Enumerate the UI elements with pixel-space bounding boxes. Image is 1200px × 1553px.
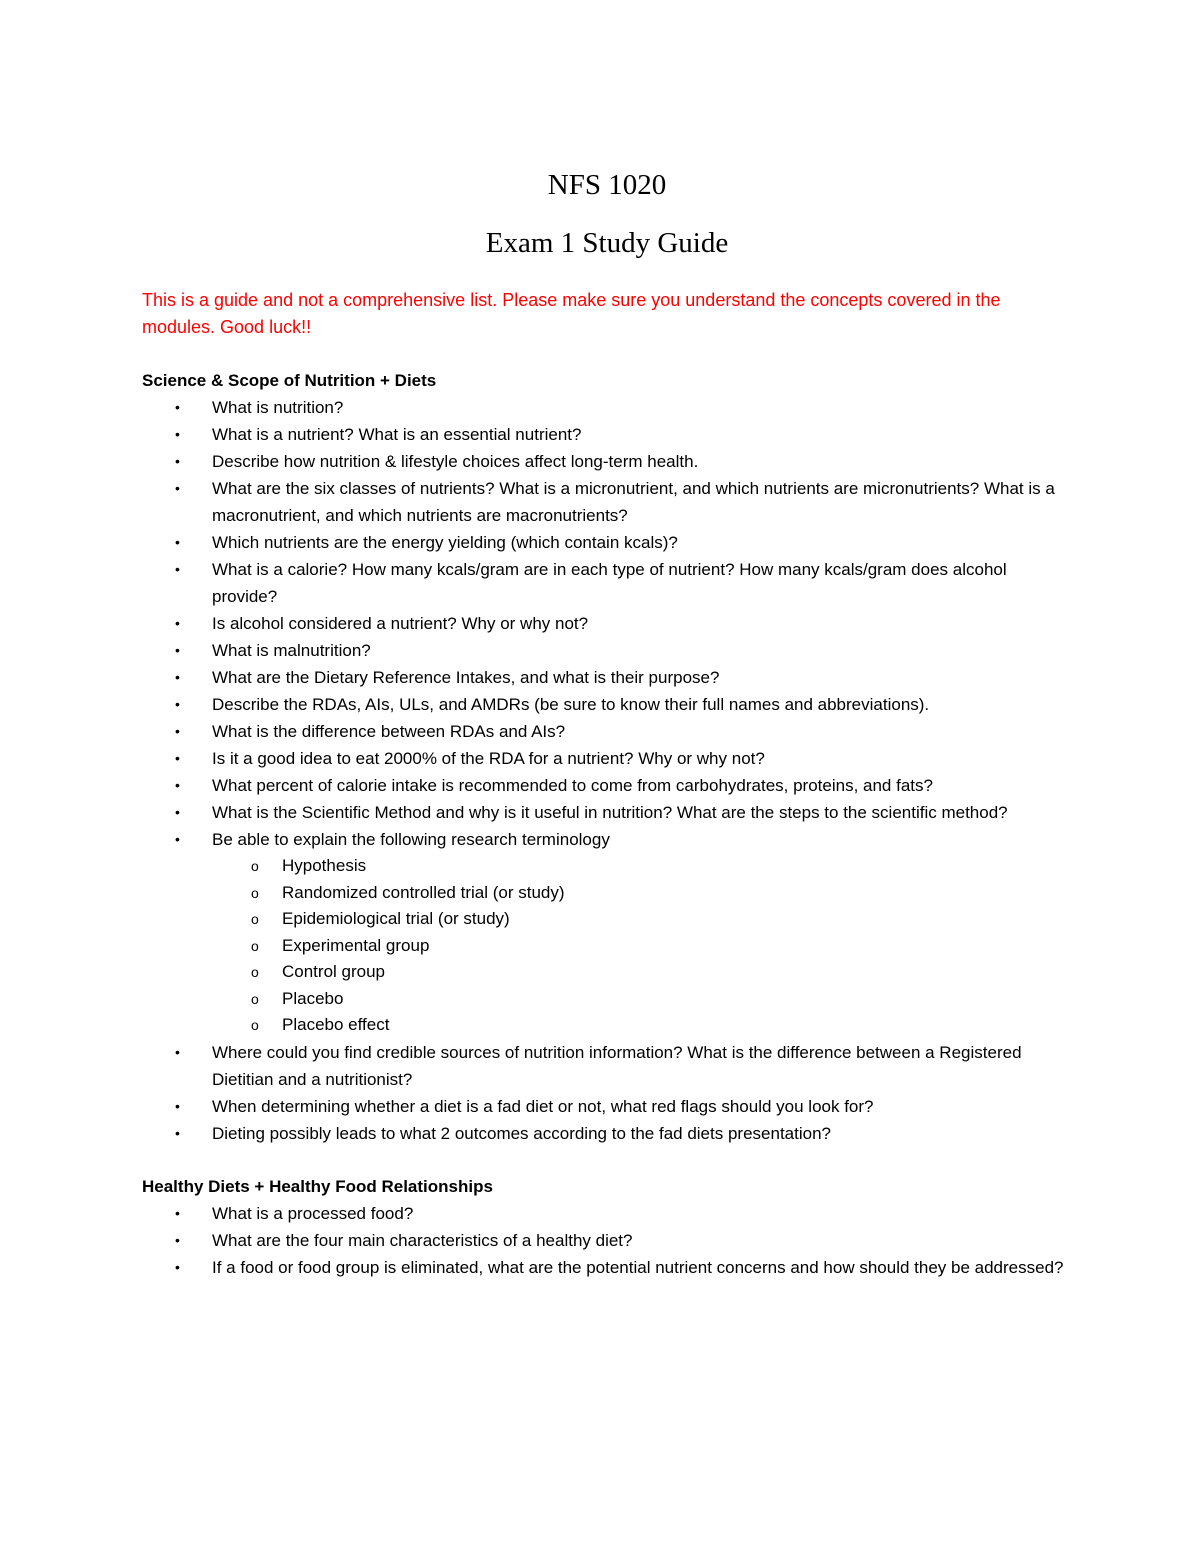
list-item xyxy=(212,880,1072,907)
list-item xyxy=(142,745,1072,772)
bullet-icon: • xyxy=(175,831,180,847)
list-item xyxy=(142,1227,1072,1254)
bullet-icon: • xyxy=(175,1204,180,1221)
list-item xyxy=(142,556,1072,610)
bullet-icon: • xyxy=(175,669,180,685)
question-text: Be able to explain the following research terminology xyxy=(212,830,610,849)
list-item xyxy=(142,718,1072,745)
circle-bullet-icon: o xyxy=(251,990,259,1007)
circle-bullet-icon: o xyxy=(251,1017,259,1033)
research-terms-list xyxy=(212,853,1072,1039)
bullet-icon: • xyxy=(175,534,180,550)
list-item xyxy=(142,421,1072,448)
bullet-icon: • xyxy=(175,561,180,577)
section-heading: Science & Scope of Nutrition + Diets xyxy=(142,371,437,390)
question-text: Dieting possibly leads to what 2 outcomes according to the fad diets presentation? xyxy=(212,1123,831,1143)
question-text: What are the Dietary Reference Intakes, and what is their purpose? xyxy=(212,668,720,687)
circle-bullet-icon: o xyxy=(251,937,259,954)
question-text: What is a nutrient? What is an essential nutrient? xyxy=(212,425,582,444)
list-item xyxy=(142,1039,1072,1093)
bullet-icon: • xyxy=(175,1231,180,1248)
circle-bullet-icon: o xyxy=(251,884,259,901)
list-item xyxy=(142,691,1072,718)
bullet-icon: • xyxy=(175,399,180,415)
circle-bullet-icon: o xyxy=(251,858,259,874)
bullet-icon: • xyxy=(175,615,180,631)
list-item xyxy=(142,394,1072,421)
list-item xyxy=(212,959,1072,986)
question-text: What is a calorie? How many kcals/gram are in each type of nutrient? How many kcals/gram does alcohol provide? xyxy=(212,560,1007,606)
list-item xyxy=(212,933,1072,960)
section-healthy-diets xyxy=(142,1173,1072,1281)
list-item xyxy=(142,637,1072,664)
bullet-icon: • xyxy=(175,1124,180,1141)
question-text: Describe the RDAs, AIs, ULs, and AMDRs (be sure to know their full names and abbreviations). xyxy=(212,695,930,714)
term-text: Placebo effect xyxy=(282,1015,390,1034)
list-item xyxy=(212,1012,1072,1039)
bullet-icon: • xyxy=(175,642,180,658)
question-text: What is nutrition? xyxy=(212,398,344,417)
bullet-icon: • xyxy=(175,1043,180,1060)
list-item xyxy=(212,986,1072,1013)
question-text: What is a processed food? xyxy=(212,1203,414,1223)
list-item xyxy=(142,610,1072,637)
question-text: What is malnutrition? xyxy=(212,641,371,660)
list-item xyxy=(142,664,1072,691)
term-text: Epidemiological trial (or study) xyxy=(282,909,510,928)
term-text: Experimental group xyxy=(282,935,430,955)
course-title: NFS 1020 xyxy=(547,169,667,201)
list-item xyxy=(142,1254,1072,1281)
question-text: Is alcohol considered a nutrient? Why or why not? xyxy=(212,614,589,633)
study-guide-page xyxy=(142,165,1072,1281)
list-item xyxy=(142,1093,1072,1120)
circle-bullet-icon: o xyxy=(251,964,259,980)
bullet-icon: • xyxy=(175,480,180,496)
bullet-icon: • xyxy=(175,750,180,766)
term-text: Control group xyxy=(282,962,386,981)
question-text: What are the six classes of nutrients? What is a micronutrient, and which nutrients are micronutrients? What is a macronutrient, and which nutrients are macronutrients? xyxy=(212,479,1055,525)
document-title: Exam 1 Study Guide xyxy=(485,227,729,259)
list-item xyxy=(142,1120,1072,1147)
list-item xyxy=(212,853,1072,880)
guide-notice: This is a guide and not a comprehensive list. Please make sure you understand the concepts covered in the modules. Good luck!! xyxy=(142,290,1001,337)
list-item xyxy=(142,529,1072,556)
question-text: If a food or food group is eliminated, what are the potential nutrient concerns and how should they be addressed? xyxy=(212,1257,1064,1277)
term-text: Randomized controlled trial (or study) xyxy=(282,882,565,902)
question-text: Where could you find credible sources of nutrition information? What is the difference between a Registered Dietitian and a nutritionist? xyxy=(212,1042,1022,1089)
bullet-icon: • xyxy=(175,1258,180,1275)
list-item xyxy=(142,448,1072,475)
term-text: Hypothesis xyxy=(282,856,367,875)
bullet-icon: • xyxy=(175,696,180,712)
bullet-icon: • xyxy=(175,804,180,820)
bullet-icon: • xyxy=(175,1097,180,1114)
question-text: When determining whether a diet is a fad diet or not, what red flags should you look for? xyxy=(212,1096,874,1116)
question-text: Is it a good idea to eat 2000% of the RDA for a nutrient? Why or why not? xyxy=(212,749,765,768)
list-item xyxy=(142,1200,1072,1227)
bullet-icon: • xyxy=(175,723,180,739)
question-text: What is the Scientific Method and why is it useful in nutrition? What are the steps to the scientific method? xyxy=(212,803,1008,822)
bullet-icon: • xyxy=(175,426,180,442)
question-text: What is the difference between RDAs and AIs? xyxy=(212,722,566,741)
section-science-scope xyxy=(142,367,1072,1147)
list-item xyxy=(142,826,1072,1039)
term-text: Placebo xyxy=(282,988,344,1008)
list-item xyxy=(142,475,1072,529)
question-text: Which nutrients are the energy yielding (which contain kcals)? xyxy=(212,533,678,552)
question-text: What are the four main characteristics of a healthy diet? xyxy=(212,1230,633,1250)
question-list xyxy=(142,1200,1072,1281)
circle-bullet-icon: o xyxy=(251,911,259,927)
bullet-icon: • xyxy=(175,777,180,793)
bullet-icon: • xyxy=(175,453,180,469)
list-item xyxy=(212,906,1072,933)
question-list xyxy=(142,394,1072,1147)
list-item xyxy=(142,799,1072,826)
section-heading: Healthy Diets + Healthy Food Relationships xyxy=(142,1176,493,1196)
list-item xyxy=(142,772,1072,799)
question-text: What percent of calorie intake is recommended to come from carbohydrates, proteins, and fats? xyxy=(212,776,933,795)
question-text: Describe how nutrition & lifestyle choices affect long-term health. xyxy=(212,452,699,471)
